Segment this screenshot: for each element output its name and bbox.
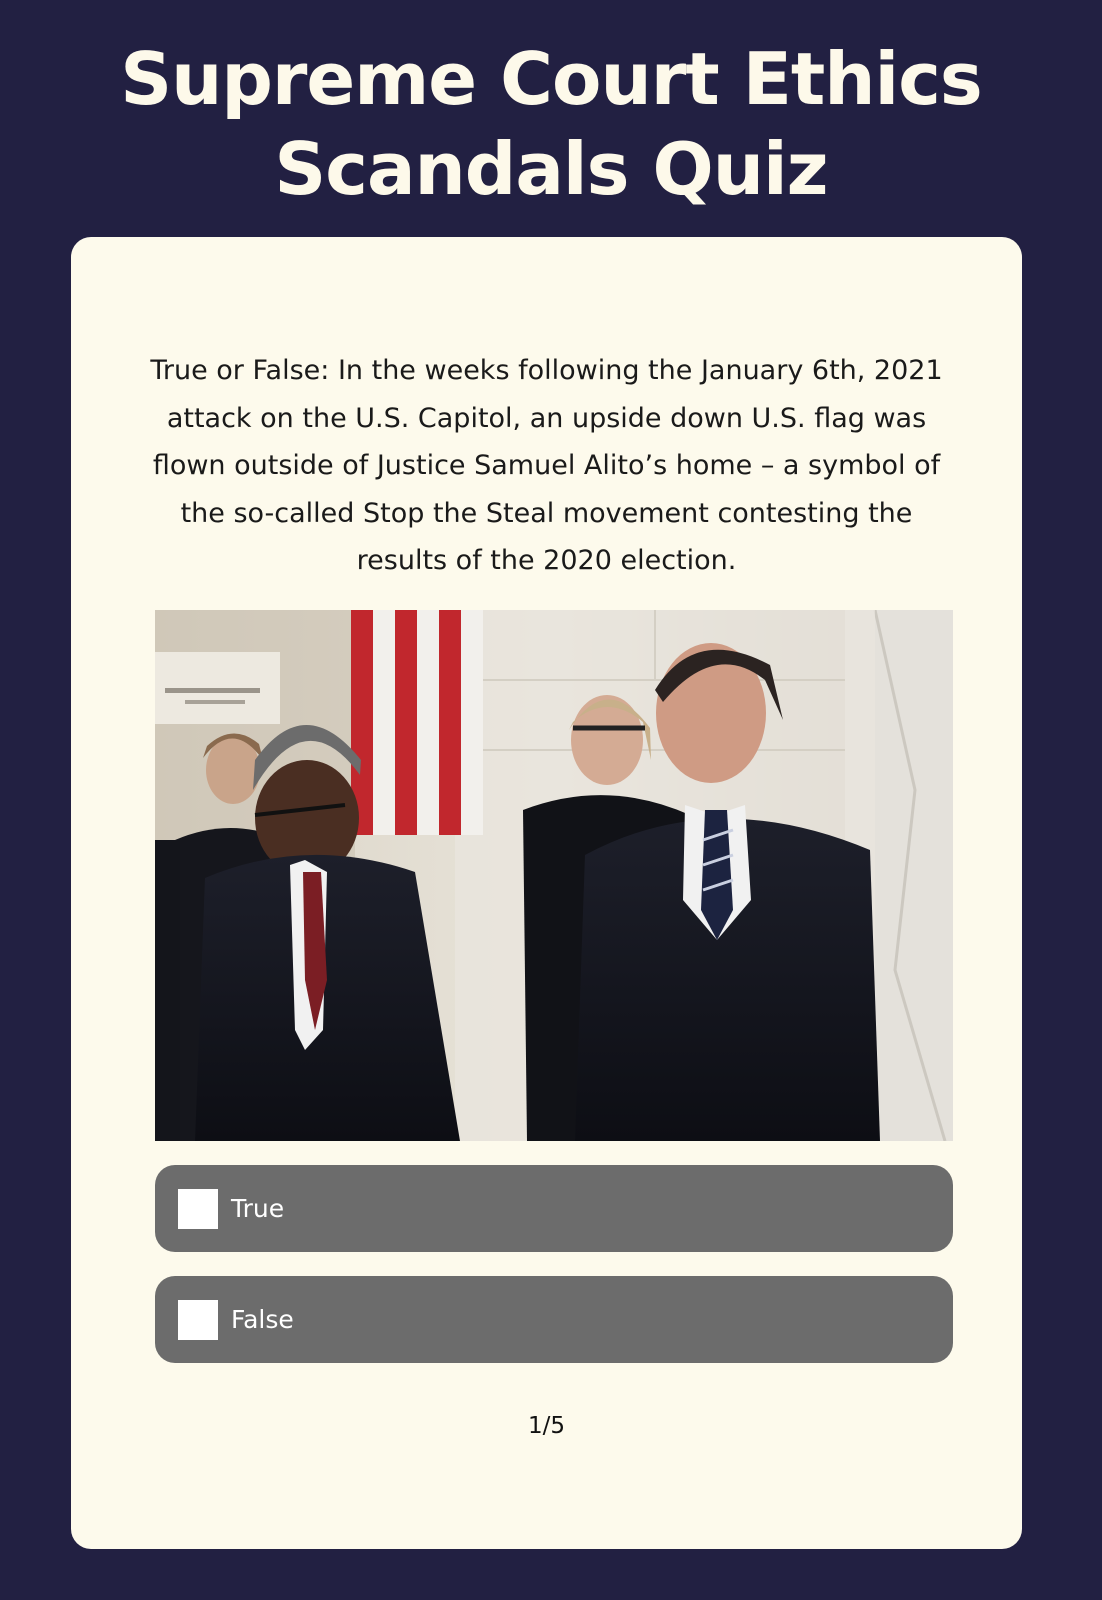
progress-counter: 1/5 [527, 1413, 565, 1439]
answer-label: False [231, 1305, 294, 1334]
answer-option-false[interactable] [155, 1276, 953, 1363]
answer-checkbox[interactable] [178, 1300, 218, 1340]
answer-label: True [231, 1194, 285, 1223]
quiz-title: Supreme Court Ethics Scandals Quiz [120, 37, 982, 211]
answer-checkbox[interactable] [178, 1189, 218, 1229]
photo-justices-icon [155, 610, 953, 1141]
question-text: True or False: In the weeks following the January 6th, 2021 attack on the U.S. Capitol, an upside down U.S. flag was flown outside of Justice Samuel Alito’s home – a symbol of the so-called Stop the Steal movement contesting the results of the 2020 election. [150, 355, 943, 576]
answer-option-true[interactable] [155, 1165, 953, 1252]
quiz-card [71, 237, 1022, 1549]
